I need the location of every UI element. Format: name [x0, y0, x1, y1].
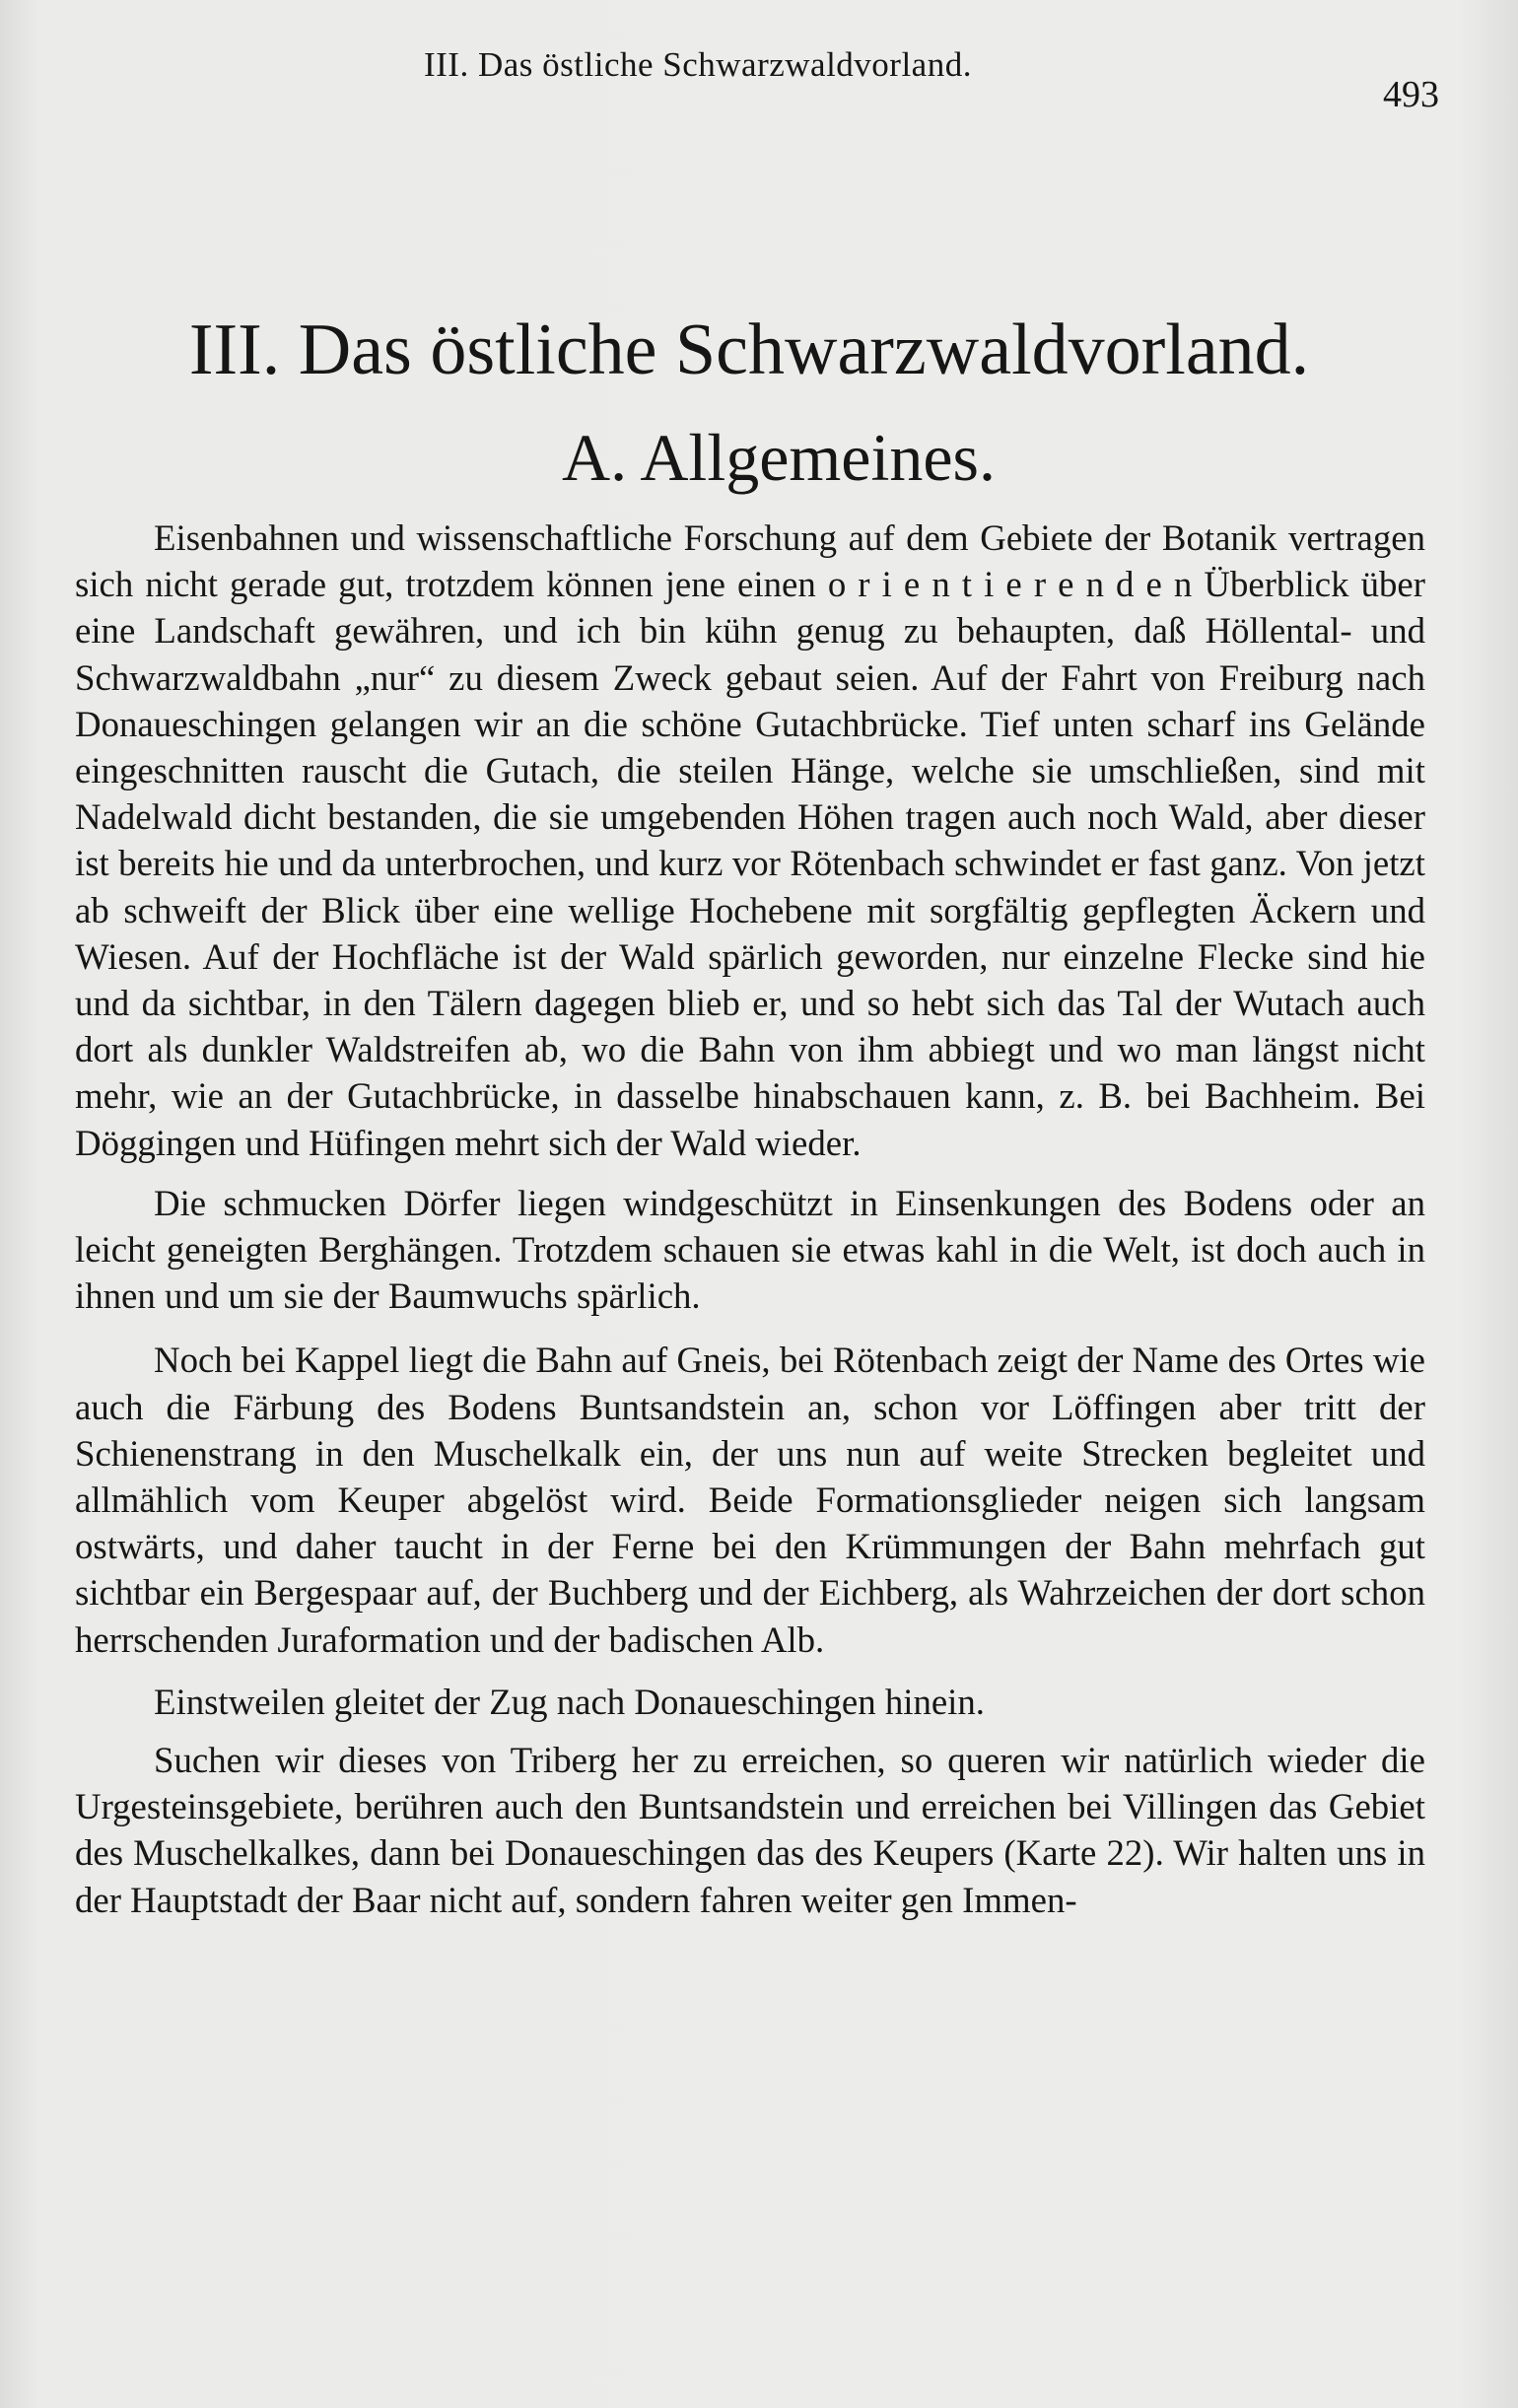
paragraph: Einstweilen gleitet der Zug nach Donaueschingen hinein. [154, 1681, 986, 1722]
chapter-title: III. Das östliche Schwarzwaldvorland. [188, 310, 1310, 390]
section-title: A. Allgemeines. [561, 420, 997, 495]
paragraph: Noch bei Kappel liegt die Bahn auf Gneis, bei Rötenbach zeigt der Name des Ortes wie auch die Färbung des Bodens Buntsandstein an, schon vor Löffingen aber tritt der Schienenstrang in den Muschelkalk ein, der uns nun auf weite Strecken begleitet und allmählich vom Keuper abgelöst wird. Beide Formationsglieder neigen sich langsam ostwärts, und daher taucht in der Ferne bei den Krümmungen der Bahn mehrfach gut sichtbar ein Bergespaar auf, der Buchberg und der Eichberg, als Wahrzeichen der dort schon herrschenden Juraformation und der badischen Alb. [75, 1340, 1425, 1660]
page-number: 493 [1383, 74, 1439, 115]
body-text [75, 515, 1425, 1935]
running-header: III. Das östliche Schwarzwaldvorland. [424, 45, 972, 84]
paragraph: Eisenbahnen und wissenschaftliche Forschung auf dem Gebiete der Botanik vertragen sich nicht gerade gut, trotzdem können jene einen o r i e n t i e r e n d e n Überblick über eine Landschaft gewähren, und ich bin kühn genug zu behaupten, daß Höllental- und Schwarzwaldbahn „nur“ zu diesem Zweck gebaut seien. Auf der Fahrt von Freiburg nach Donaueschingen gelangen wir an die schöne Gutachbrücke. Tief unten scharf ins Gelände eingeschnitten rauscht die Gutach, die steilen Hänge, welche sie umschließen, sind mit Nadelwald dicht bestanden, die sie umgebenden Höhen tragen auch noch Wald, aber dieser ist bereits hie und da unterbrochen, und kurz vor Rötenbach schwindet er fast ganz. Von jetzt ab schweift der Blick über eine wellige Hochebene mit sorgfältig gepflegten Äckern und Wiesen. Auf der Hochfläche ist der Wald spärlich geworden, nur einzelne Flecke sind hie und da sichtbar, in den Tälern dagegen blieb er, und so hebt sich das Tal der Wutach auch dort als dunkler Waldstreifen ab, wo die Bahn von ihm abbiegt und wo man längst nicht mehr, wie an der Gutachbrücke, in dasselbe hinabschauen kann, z. B. bei Bachheim. Bei Döggingen und Hüfingen mehrt sich der Wald wieder. [75, 517, 1425, 1163]
paragraph: Suchen wir dieses von Triberg her zu erreichen, so queren wir natürlich wieder die Urgesteinsgebiete, berühren auch den Buntsandstein und erreichen bei Villingen das Gebiet des Muschelkalkes, dann bei Donaueschingen das des Keupers (Karte 22). Wir halten uns in der Hauptstadt der Baar nicht auf, sondern fahren weiter gen Immen- [75, 1740, 1425, 1920]
paragraph: Die schmucken Dörfer liegen windgeschützt in Einsenkungen des Bodens oder an leicht geneigten Berghängen. Trotzdem schauen sie etwas kahl in die Welt, ist doch auch in ihnen und um sie der Baumwuchs spärlich. [75, 1182, 1425, 1317]
